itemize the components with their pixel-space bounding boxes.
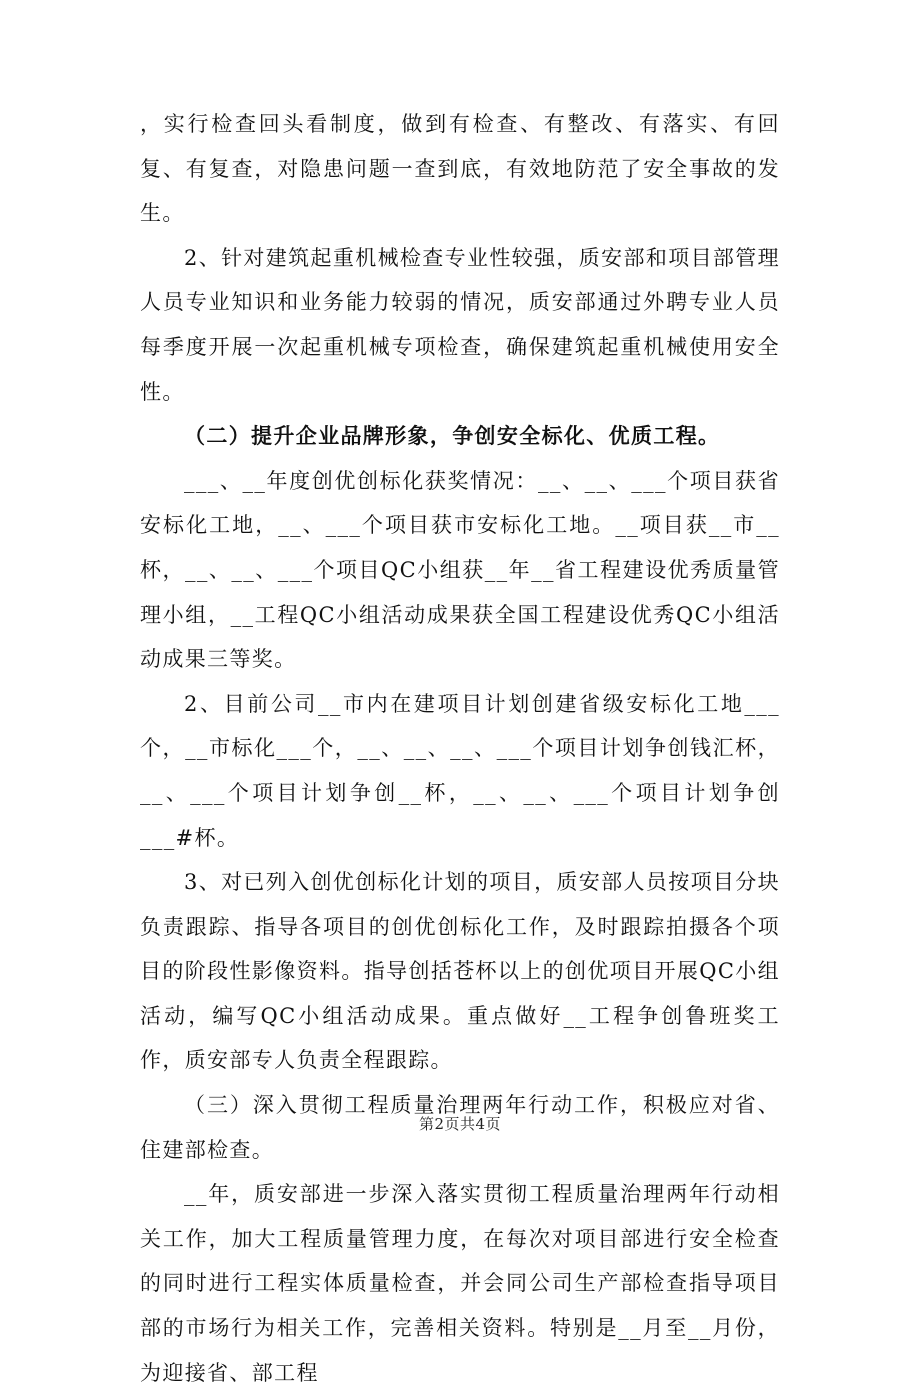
document-body xyxy=(140,102,780,1395)
section-heading-quality-governance: （三）深入贯彻工程质量治理两年行动工作，积极应对省、住建部检查。 xyxy=(140,1093,780,1162)
paragraph-crane-inspection: 2、针对建筑起重机械检查专业性较强，质安部和项目部管理人员专业知识和业务能力较弱的情况，质安部通过外聘专业人员每季度开展一次起重机械专项检查，确保建筑起重机械使用安全性。 xyxy=(140,245,780,404)
paragraph-plans: 2、目前公司__市内在建项目计划创建省级安标化工地___个，__市标化___个，__、__、__、___个项目计划争创钱汇杯，__、___个项目计划争创__杯，__、__、___个项目计划争创___#杯。 xyxy=(140,691,780,850)
page-number: 第2页共4页 xyxy=(418,1115,502,1133)
paragraph-continuation: ，实行检查回头看制度，做到有检查、有整改、有落实、有回复、有复查，对隐患问题一查到底，有效地防范了安全事故的发生。 xyxy=(140,112,780,226)
paragraph-quality-management: __年，质安部进一步深入落实贯彻工程质量治理两年行动相关工作，加大工程质量管理力度，在每次对项目部进行安全检查的同时进行工程实体质量检查，并会同公司生产部检查指导项目部的市场行为相关工作，完善相关资料。特别是__月至__月份，为迎接省、部工程 xyxy=(140,1182,780,1385)
paragraph-awards: ___、__年度创优创标化获奖情况：__、__、___个项目获省安标化工地，__、___个项目获市安标化工地。__项目获__市__杯，__、__、___个项目QC小组获__年__省工程建设优秀质量管理小组，__工程QC小组活动成果获全国工程建设优秀QC小组活动成果三等奖。 xyxy=(140,468,780,672)
section-heading-brand-image: （二）提升企业品牌形象，争创安全标化、优质工程。 xyxy=(184,423,721,449)
paragraph-tracking: 3、对已列入创优创标化计划的项目，质安部人员按项目分块负责跟踪、指导各项目的创优创标化工作，及时跟踪拍摄各个项目的阶段性影像资料。指导创括苍杯以上的创优项目开展QC小组活动，编写QC小组活动成果。重点做好__工程争创鲁班奖工作，质安部专人负责全程跟踪。 xyxy=(140,870,780,1073)
